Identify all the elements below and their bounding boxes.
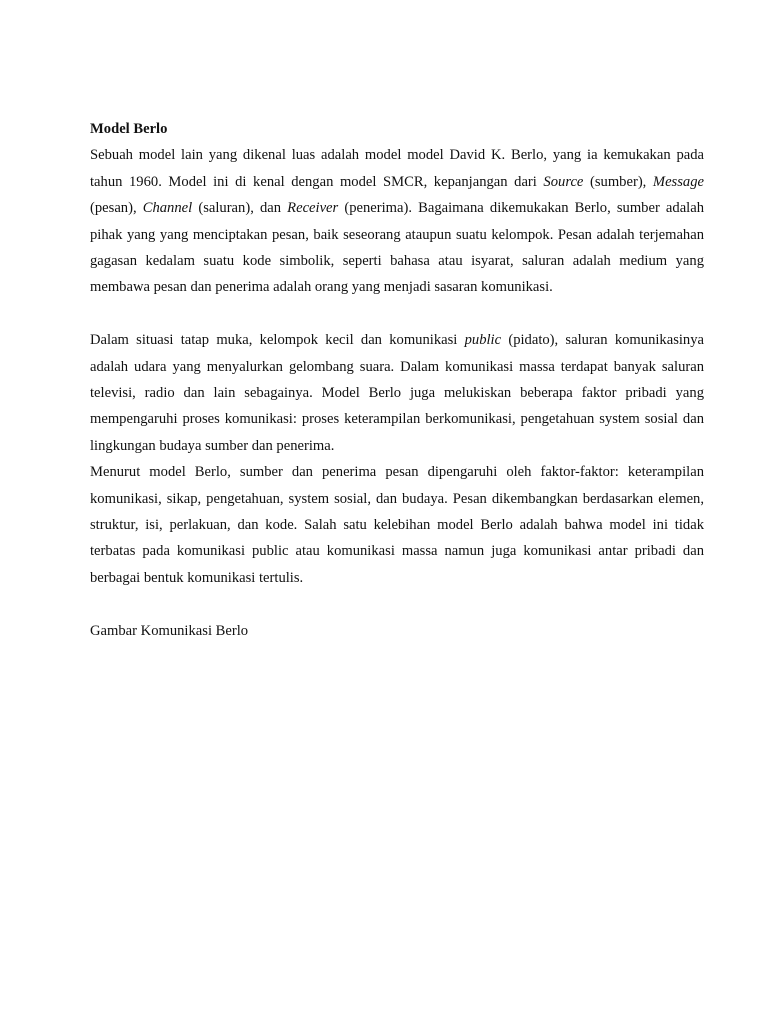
paragraph-text: (saluran), dan: [192, 200, 288, 217]
term-receiver: Receiver: [287, 200, 339, 217]
paragraph-text: (penerima). Bagaimana dikemukakan Berlo, sumber adalah pihak yang yang menciptakan pesan, baik seseorang ataupun suatu kelompok. Pesan adalah terjemahan gagasan kedalam suatu kode simbolik, seperti bahasa atau isyarat, saluran adalah medium yang membawa pesan dan penerima adalah orang yang menjadi sasaran komunikasi.: [90, 200, 705, 296]
term-source: Source: [543, 173, 584, 190]
paragraph-text: Sebuah model lain yang dikenal luas adalah model model David K. Berlo, yang ia kemukakan pada tahun 1960. Model ini di kenal dengan model SMCR, kepanjangan dari: [90, 147, 704, 190]
document-heading: Model Berlo: [90, 121, 168, 137]
paragraph-text: (pesan),: [90, 200, 143, 217]
paragraph-text: Dalam situasi tatap muka, kelompok kecil dan komunikasi: [90, 332, 465, 349]
term-channel: Channel: [142, 200, 193, 217]
term-public: public: [464, 332, 502, 349]
paragraph-text: (pidato), saluran komunikasinya adalah udara yang menyalurkan gelombang suara. Dalam komunikasi massa terdapat banyak saluran televisi, radio dan lain sebagainya. Model Berlo juga melukiskan beberapa faktor pribadi yang mempengaruhi proses komunikasi: proses keterampilan berkomunikasi, pengetahuan system sosial dan lingkungan budaya sumber dan penerima.: [90, 332, 705, 454]
paragraph-text: (sumber),: [583, 173, 653, 190]
paragraph-smcr-intro: [90, 142, 704, 300]
paragraph-factors: Menurut model Berlo, sumber dan penerima pesan dipengaruhi oleh faktor-faktor: keterampilan komunikasi, sikap, pengetahuan, system sosial, dan budaya. Pesan dikembangkan berdasarkan elemen, struktur, isi, perlakuan, dan kode. Salah satu kelebihan model Berlo adalah bahwa model ini tidak terbatas pada komunikasi public atau komunikasi massa namun juga komunikasi antar pribadi dan berbagai bentuk komunikasi tertulis.: [90, 464, 704, 586]
term-message: Message: [652, 173, 704, 190]
paragraph-channels: [90, 327, 704, 459]
figure-caption: Gambar Komunikasi Berlo: [90, 622, 249, 639]
document-page: [90, 116, 704, 644]
